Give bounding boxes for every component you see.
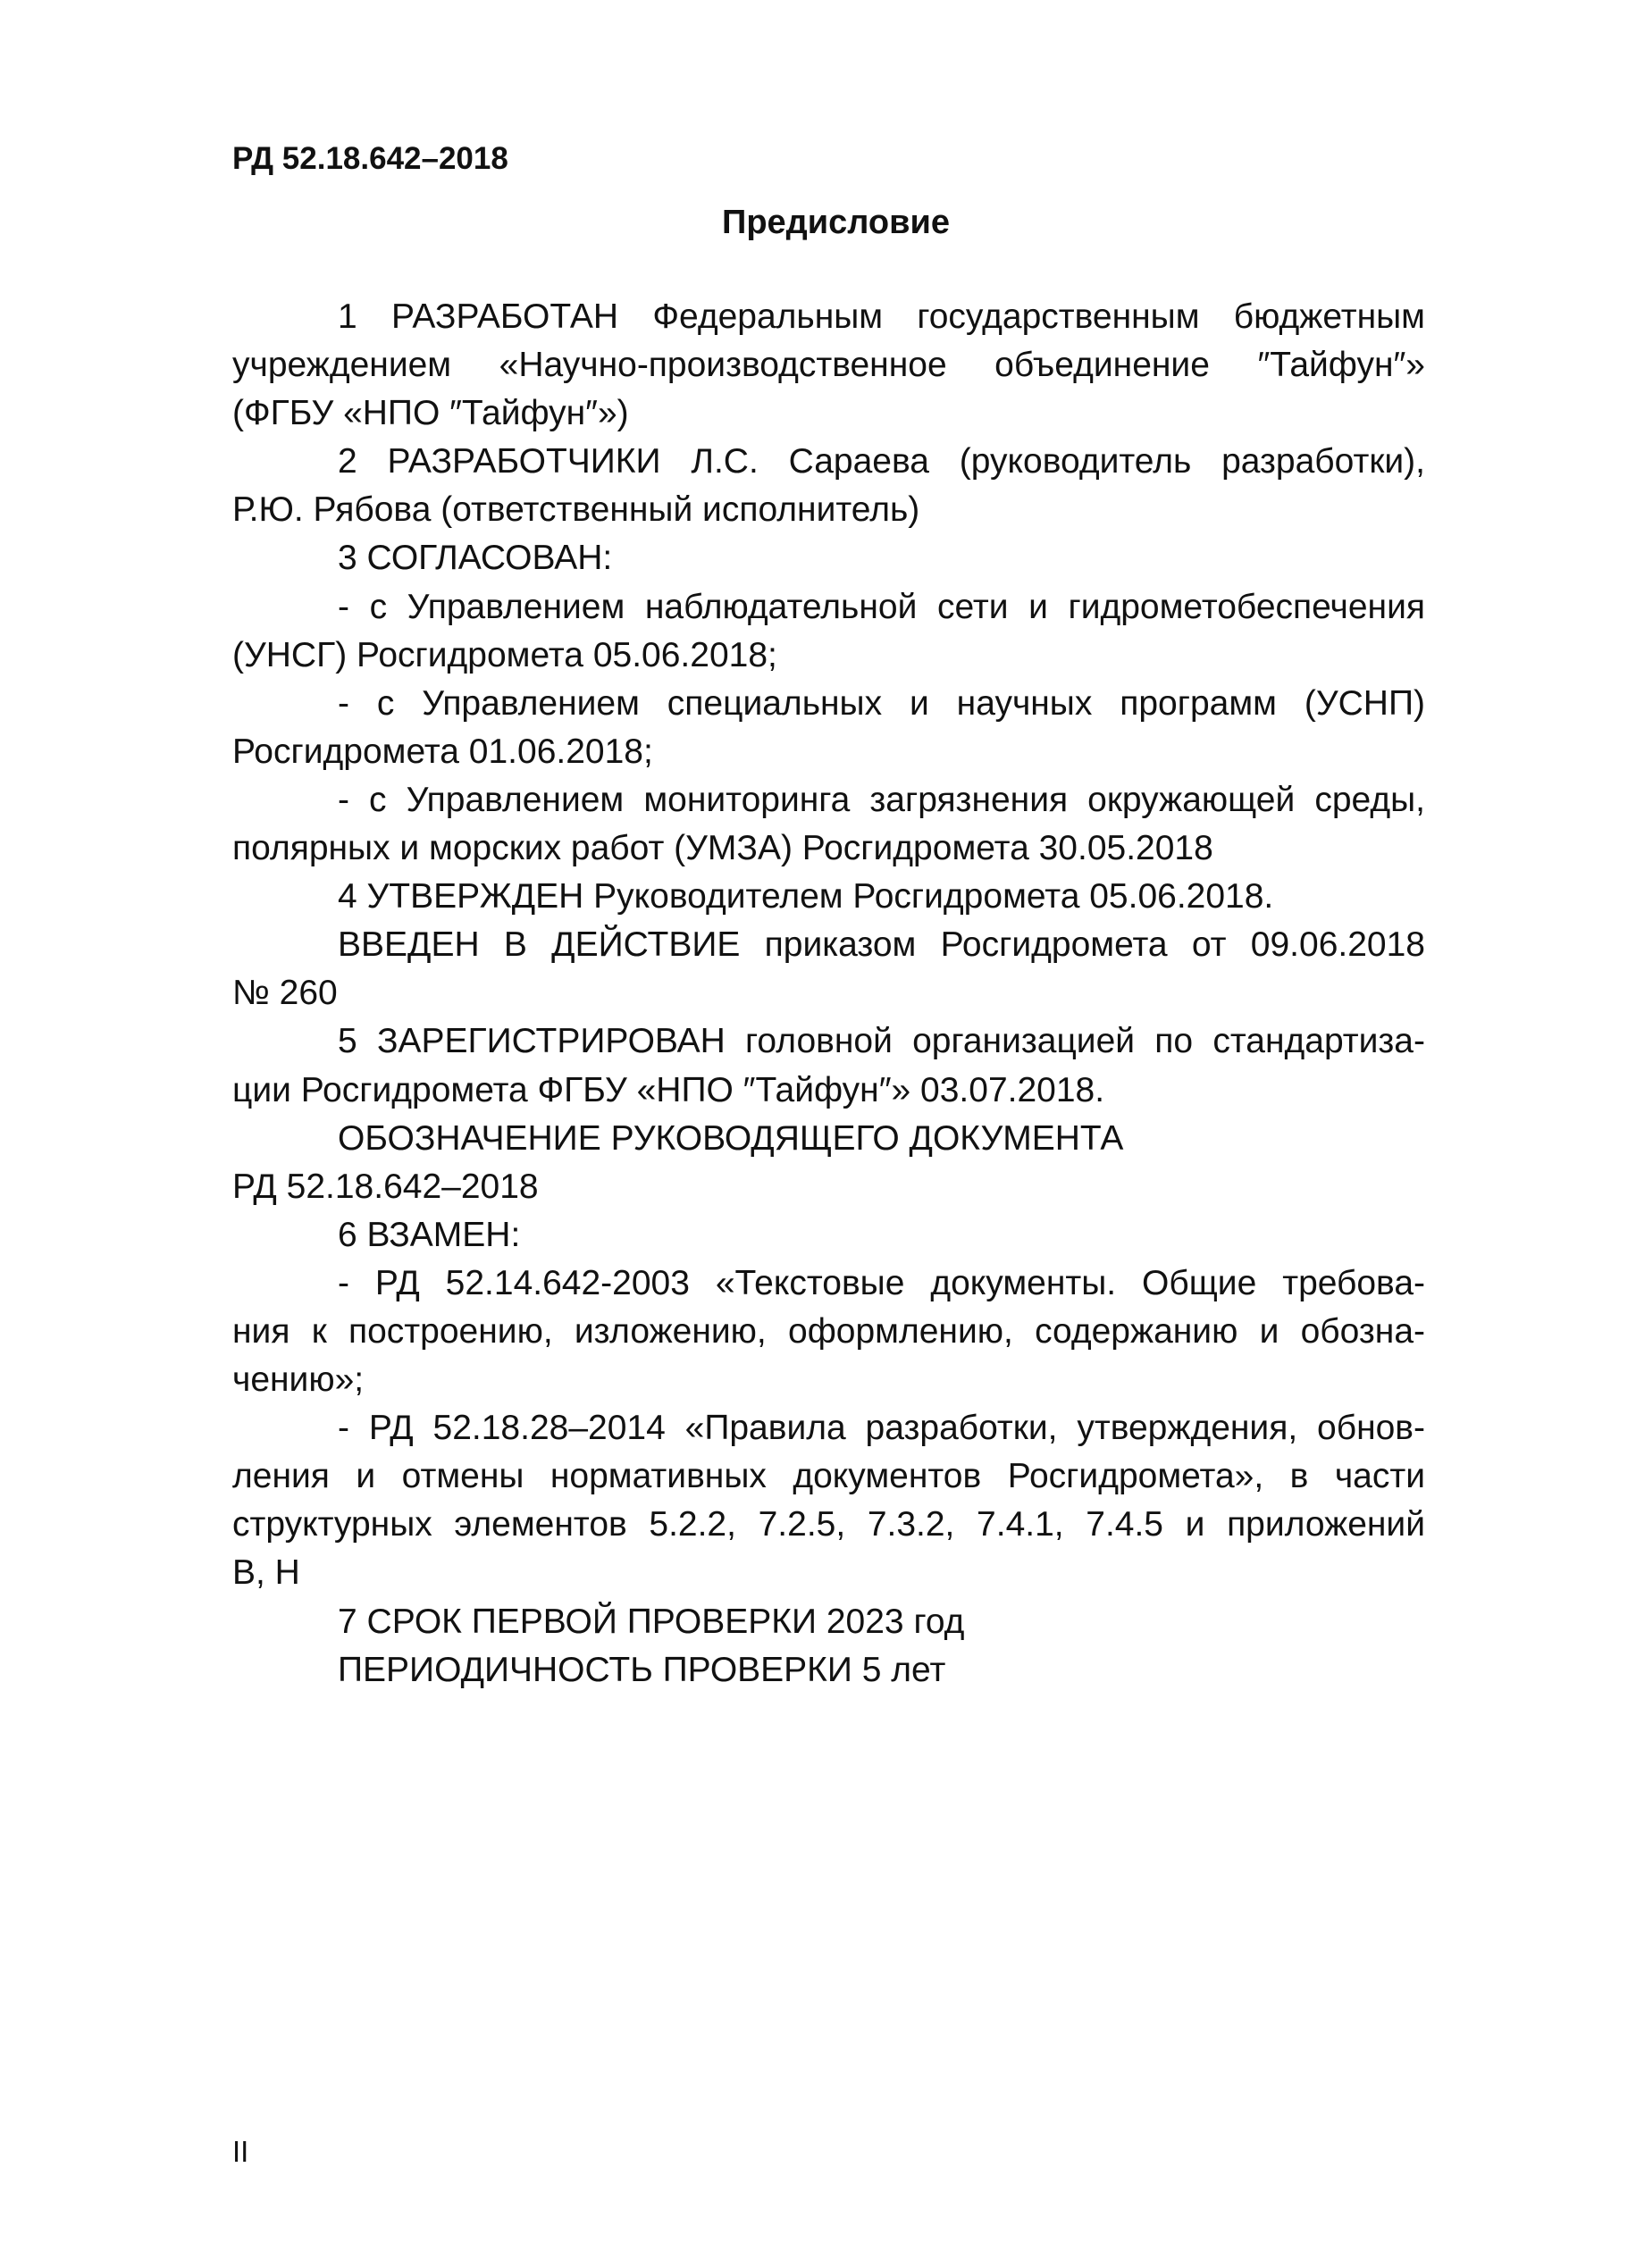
section-6-item-a-line-3: чению»; (232, 1360, 365, 1400)
section-7-review (232, 1598, 1425, 1695)
section-6-heading: 6 ВЗАМЕН: (338, 1215, 521, 1254)
section-6-replaces (232, 1211, 1425, 1598)
section-5-line-2: ции Росгидромета ФГБУ «НПО ″Тайфун″» 03.07.2018. (232, 1070, 1105, 1109)
foreword-body (232, 293, 1425, 1695)
section-3-item-b-line-1: - с Управлением специальных и научных программ (УСНП) (338, 683, 1425, 723)
section-3-agreed (232, 534, 1425, 873)
page-title: Предисловие (722, 204, 950, 241)
section-1-line-3: (ФГБУ «НПО ″Тайфун″») (232, 394, 629, 433)
section-5-designation-line-1: ОБОЗНАЧЕНИЕ РУКОВОДЯЩЕГО ДОКУМЕНТА (338, 1118, 1124, 1158)
section-2-line-2: Р.Ю. Рябова (ответственный исполнитель) (232, 490, 920, 530)
document-code: РД 52.18.642–2018 (232, 141, 508, 176)
section-1-line-2: учреждением «Научно-производственное объединение ″Тайфун″» (232, 346, 1425, 385)
section-3-item-c-line-2: полярных и морских работ (УМЗА) Росгидромета 30.05.2018 (232, 829, 1213, 868)
section-6-item-b-line-4: В, Н (232, 1553, 300, 1593)
section-2-developers (232, 438, 1425, 534)
section-6-item-b-line-2: ления и отмены нормативных документов Росгидромета», в части (232, 1457, 1425, 1496)
section-5-line-1: 5 ЗАРЕГИСТРИРОВАН головной организацией по стандартиза- (338, 1022, 1425, 1061)
section-1-developed (232, 293, 1425, 438)
section-1-line-1: 1 РАЗРАБОТАН Федеральным государственным бюджетным (338, 297, 1425, 336)
section-6-item-a-line-2: ния к построению, изложению, оформлению, содержанию и обозна- (232, 1311, 1425, 1351)
section-4-approved (232, 873, 1425, 1017)
section-4-line-1: 4 УТВЕРЖДЕН Руководителем Росгидромета 05.06.2018. (338, 877, 1274, 916)
section-6-item-a-line-1: - РД 52.14.642-2003 «Текстовые документы. Общие требова- (338, 1263, 1425, 1302)
section-4-enact-line-1: ВВЕДЕН В ДЕЙСТВИЕ приказом Росгидромета от 09.06.2018 (338, 925, 1425, 965)
section-7-line-2: ПЕРИОДИЧНОСТЬ ПРОВЕРКИ 5 лет (338, 1650, 946, 1689)
section-6-item-b-line-1: - РД 52.18.28–2014 «Правила разработки, утверждения, обнов- (338, 1409, 1425, 1448)
section-6-item-b-line-3: структурных элементов 5.2.2, 7.2.5, 7.3.2, 7.4.1, 7.4.5 и приложений (232, 1505, 1425, 1544)
section-3-item-a-line-1: - с Управлением наблюдательной сети и гидрометобеспечения (338, 587, 1425, 626)
section-4-enact-line-2: № 260 (232, 974, 338, 1013)
section-2-line-1: 2 РАЗРАБОТЧИКИ Л.С. Сараева (руководитель разработки), (338, 442, 1425, 481)
page-number: II (232, 2135, 249, 2168)
section-5-designation-line-2: РД 52.18.642–2018 (232, 1167, 539, 1206)
section-3-item-c-line-1: - с Управлением мониторинга загрязнения окружающей среды, (338, 780, 1425, 819)
section-7-line-1: 7 СРОК ПЕРВОЙ ПРОВЕРКИ 2023 год (338, 1602, 965, 1641)
section-5-registered (232, 1017, 1425, 1210)
section-3-item-a-line-2: (УНСГ) Росгидромета 05.06.2018; (232, 635, 777, 674)
section-3-item-b-line-2: Росгидромета 01.06.2018; (232, 732, 653, 771)
section-3-heading: 3 СОГЛАСОВАН: (338, 539, 613, 578)
